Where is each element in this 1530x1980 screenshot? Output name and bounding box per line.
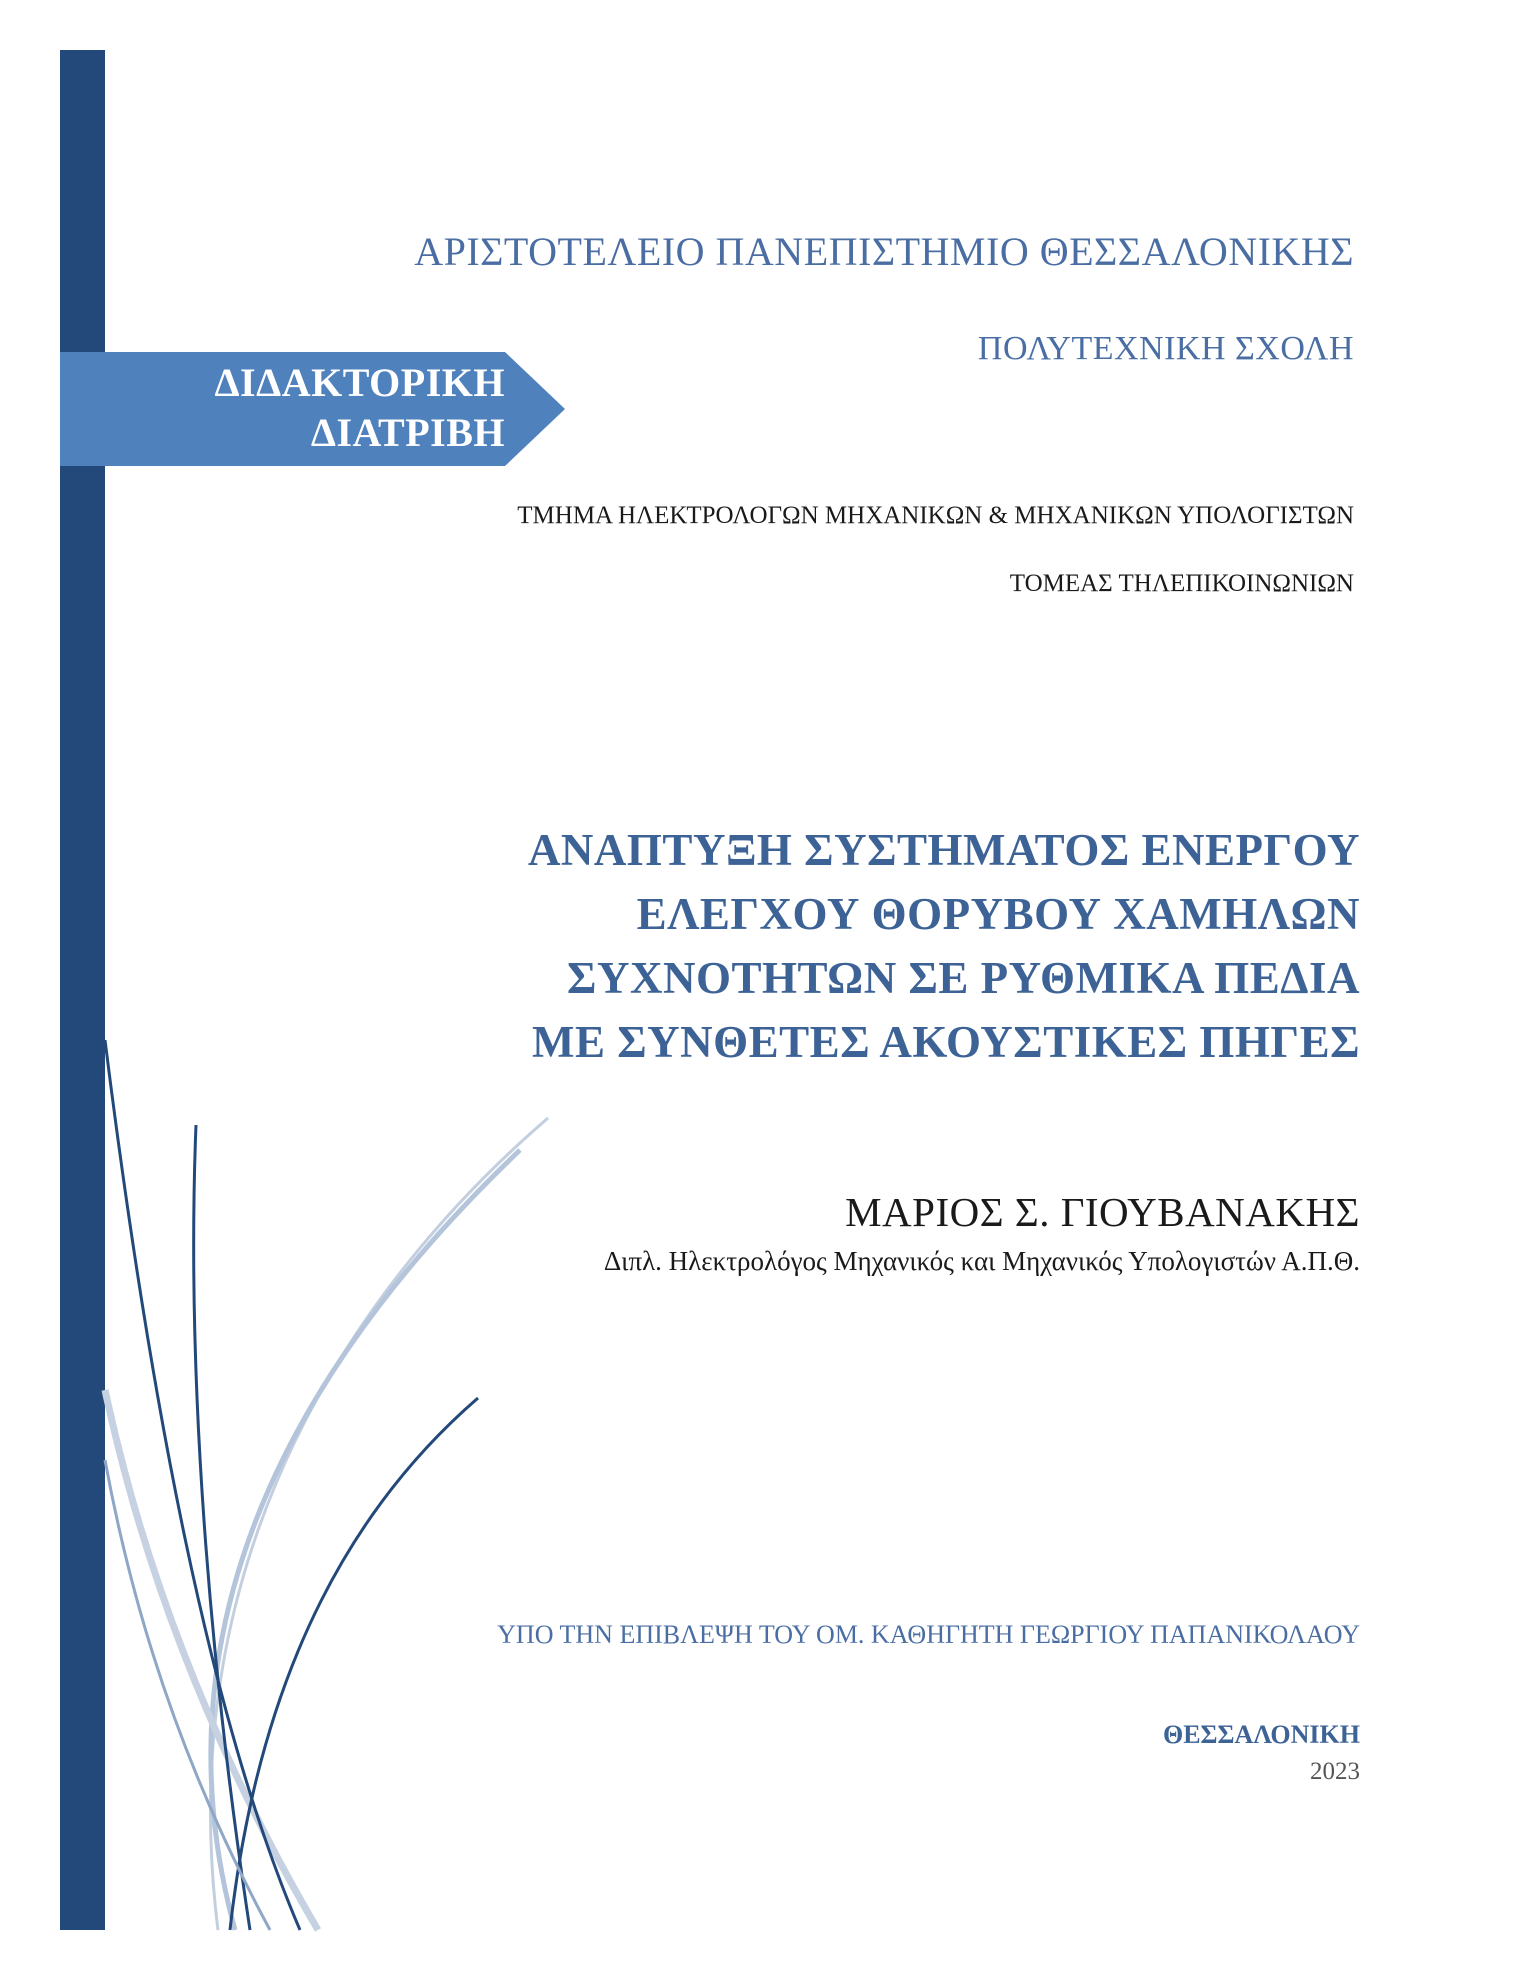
curve-dark-1 (194, 1125, 250, 1930)
school-name: ΠΟΛΥΤΕΧΝΙΚΗ ΣΧΟΛΗ (977, 330, 1354, 367)
university-name: ΑΡΙΣΤΟΤΕΛΕΙΟ ΠΑΝΕΠΙΣΤΗΜΙΟ ΘΕΣΣΑΛΟΝΙΚΗΣ (414, 229, 1354, 274)
author-credentials: Διπλ. Ηλεκτρολόγος Μηχανικός και Μηχανικός Υπολογιστών Α.Π.Θ. (603, 1246, 1360, 1276)
title-line-3: ΣΥΧΝΟΤΗΤΩΝ ΣΕ ΡΥΘΜΙΚΑ ΠΕΔΙΑ (567, 953, 1360, 1003)
thesis-type-banner (60, 352, 565, 466)
banner-line-1: ΔΙΔΑΚΤΟΡΙΚΗ (214, 360, 505, 405)
title-line-2: ΕΛΕΓΧΟΥ ΘΟΡΥΒΟΥ ΧΑΜΗΛΩΝ (636, 889, 1360, 939)
thesis-title (528, 818, 1360, 1074)
city: ΘΕΣΣΑΛΟΝΙΚΗ (1162, 1720, 1360, 1749)
author-name: ΜΑΡΙΟΣ Σ. ΓΙΟΥΒΑΝΑΚΗΣ (845, 1189, 1360, 1235)
banner-text (214, 358, 505, 458)
year: 2023 (1310, 1758, 1360, 1785)
curve-mid-1 (105, 1460, 270, 1930)
banner-line-2: ΔΙΑΤΡΙΒΗ (310, 410, 505, 455)
curve-dark-3 (230, 1398, 478, 1930)
department-name: ΤΜΗΜΑ ΗΛΕΚΤΡΟΛΟΓΩΝ ΜΗΧΑΝΙΚΩΝ & ΜΗΧΑΝΙΚΩΝ ΥΠΟΛΟΓΙΣΤΩΝ (517, 502, 1354, 529)
supervisor-line: ΥΠΟ ΤΗΝ ΕΠΙΒΛΕΨΗ ΤΟΥ ΟΜ. ΚΑΘΗΓΗΤΗ ΓΕΩΡΓΙΟΥ ΠΑΠΑΝΙΚΟΛΑΟΥ (497, 1620, 1360, 1649)
sector-name: ΤΟΜΕΑΣ ΤΗΛΕΠΙΚΟΙΝΩΝΙΩΝ (1009, 570, 1354, 597)
title-line-4: ΜΕ ΣΥΝΘΕΤΕΣ ΑΚΟΥΣΤΙΚΕΣ ΠΗΓΕΣ (532, 1017, 1360, 1067)
curve-light-1 (210, 1118, 548, 1930)
title-line-1: ΑΝΑΠΤΥΞΗ ΣΥΣΤΗΜΑΤΟΣ ΕΝΕΡΓΟΥ (527, 825, 1360, 875)
